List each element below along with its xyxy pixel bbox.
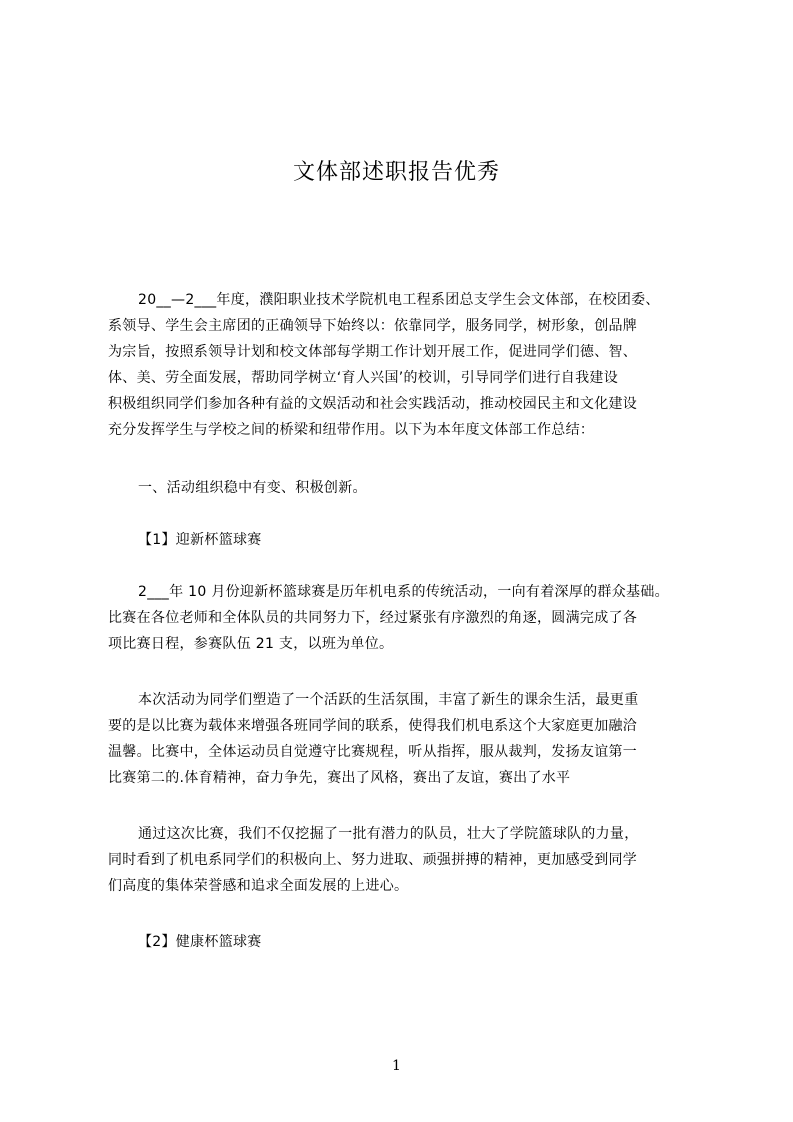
section-heading: 一、活动组织稳中有变、积极创新。: [138, 480, 367, 496]
paragraph-line: 20__—2___年度，濮阳职业技术学院机电工程系团总支学生会文体部，在校团委、: [138, 292, 660, 308]
subsection-heading: 【1】迎新杯篮球赛: [138, 532, 262, 548]
paragraph-line: 温馨。比赛中，全体运动员自觉遵守比赛规程，听从指挥，服从裁判，发扬友谊第一: [108, 744, 638, 760]
paragraph-line: 积极组织同学们参加各种有益的文娱活动和社会实践活动，推动校园民主和文化建设: [108, 396, 638, 412]
paragraph-line: 系领导、学生会主席团的正确领导下始终以：依靠同学，服务同学，树形象，创品牌: [108, 318, 638, 334]
paragraph-line: 同时看到了机电系同学们的积极向上、努力进取、顽强拼搏的精神，更加感受到同学: [108, 852, 638, 868]
subsection-heading: 【2】健康杯篮球赛: [138, 934, 262, 950]
paragraph-line: 比赛第二的.体育精神，奋力争先，赛出了风格，赛出了友谊，赛出了水平: [108, 770, 571, 786]
document-title: 文体部述职报告优秀: [292, 159, 500, 185]
paragraph-line: 为宗旨，按照系领导计划和校文体部每学期工作计划开展工作，促进同学们德、智、: [108, 344, 638, 360]
paragraph-line: 比赛在各位老师和全体队员的共同努力下，经过紧张有序激烈的角逐，圆满完成了各: [108, 610, 638, 626]
paragraph-line: 2___年 10 月份迎新杯篮球赛是历年机电系的传统活动，一向有着深厚的群众基础。: [138, 584, 669, 600]
paragraph-line: 项比赛日程，参赛队伍 21 支，以班为单位。: [108, 636, 394, 652]
paragraph-line: 要的是以比赛为载体来增强各班同学间的联系，使得我们机电系这个大家庭更加融洽: [108, 718, 638, 734]
paragraph-line: 体、美、劳全面发展，帮助同学树立‘育人兴国’的校训，引导同学们进行自我建设: [108, 370, 618, 386]
page-number: 1: [392, 1058, 401, 1074]
paragraph-line: 充分发挥学生与学校之间的桥梁和纽带作用。以下为本年度文体部工作总结：: [108, 422, 595, 438]
paragraph-line: 通过这次比赛，我们不仅挖掘了一批有潜力的队员，壮大了学院篮球队的力量，: [138, 826, 639, 842]
paragraph-line: 本次活动为同学们塑造了一个活跃的生活氛围，丰富了新生的课余生活，最更重: [138, 692, 639, 708]
paragraph-line: 们高度的集体荣誉感和追求全面发展的上进心。: [108, 878, 409, 894]
